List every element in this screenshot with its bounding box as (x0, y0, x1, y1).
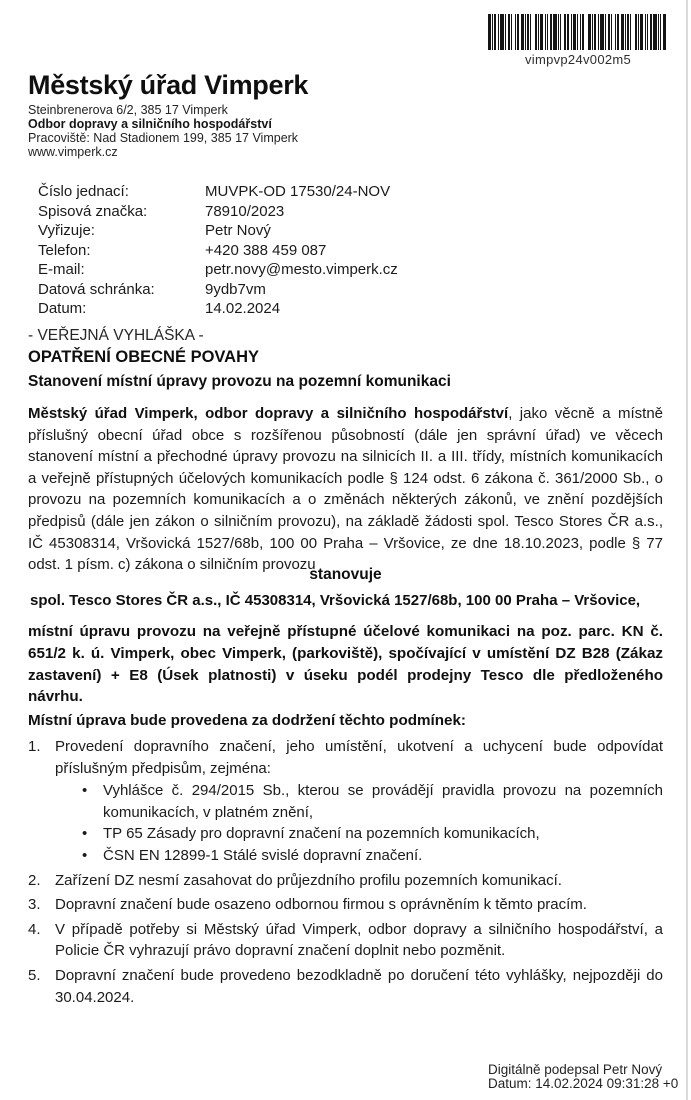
intro-paragraph (28, 403, 663, 576)
condition-number: 1. (28, 738, 41, 755)
meta-row (38, 241, 398, 261)
document-type-heading: OPATŘENÍ OBECNÉ POVAHY (28, 348, 260, 366)
condition-item (28, 870, 663, 892)
meta-value: 14.02.2024 (205, 300, 281, 317)
meta-value: Petr Nový (205, 222, 271, 239)
org-department: Odbor dopravy a silničního hospodářství (28, 117, 272, 131)
verdict-word: stanovuje (309, 566, 382, 583)
condition-number: 5. (28, 966, 41, 984)
org-workplace: Pracoviště: Nad Stadionem 199, 385 17 Vimperk (28, 131, 299, 145)
condition-bullets (82, 780, 663, 866)
meta-row (38, 202, 398, 222)
bullet-item (82, 845, 663, 867)
condition-number: 4. (28, 920, 41, 938)
meta-label: Telefon: (38, 241, 91, 259)
letterhead (28, 72, 308, 159)
intro-rest-text: , jako věcně a místně příslušný obecní úřad obce s rozšířenou působností (dále jen správní úřad) ve věcech stanovení místní a přechodné úpravy provozu na silnicích II. a III. třídy, místních komunikacích a veřejně přístupných účelových komunikacích podle § 124 odst. 6 zákona č. 361/2000 Sb., o provozu na pozemních komunikacích a o změnách některých zákonů, ve znění pozdějších předpisů (dále jen zákon o silničním provozu), na základě žádosti spol. Tesco Stores ČR a.s., IČ 45308314, Vršovická 1527/68b, 100 00 Praha – Vršovice, ze dne 18.10.2023, podle § 77 odst. 1 písm. c) zákona o silničním provozu (28, 405, 663, 574)
page-edge-line (686, 0, 688, 1100)
meta-row (38, 260, 398, 280)
meta-label: Spisová značka: (38, 202, 148, 220)
conditions-list (28, 736, 663, 1011)
condition-body (55, 894, 663, 916)
conditions-heading: Místní úprava bude provedena za dodržení těchto podmínek: (28, 712, 466, 729)
meta-label: Datum: (38, 300, 87, 317)
condition-number: 3. (28, 896, 41, 914)
condition-item (28, 965, 663, 1008)
barcode-icon (488, 14, 666, 50)
meta-row (38, 182, 398, 202)
condition-item (28, 894, 663, 916)
bullet-marker-icon: • (82, 782, 88, 800)
condition-number: 2. (28, 871, 41, 889)
meta-block (38, 182, 398, 319)
bullet-item (82, 780, 663, 823)
bullet-item (82, 823, 663, 845)
condition-body (55, 965, 663, 1008)
condition-text: Dopravní značení bude provedeno bezodkladně po doručení této vyhlášky, nejpozději do 30.04.2024. (55, 966, 663, 1006)
addressee-line: spol. Tesco Stores ČR a.s., IČ 45308314, Vršovická 1527/68b, 100 00 Praha – Vršovice, (30, 592, 641, 609)
intro-bold-text: Městský úřad Vimperk, odbor dopravy a silničního hospodářství (28, 405, 509, 422)
condition-text: V případě potřeby si Městský úřad Vimperk, odbor dopravy a silničního hospodářství, a Policie ČR vyhrazují právo dopravní značení doplnit nebo pozměnit. (55, 920, 663, 960)
meta-label: Datová schránka: (38, 280, 155, 298)
condition-body (55, 736, 663, 867)
condition-text: Dopravní značení bude osazeno odbornou firmou s oprávněním k těmto pracím. (55, 896, 587, 914)
decision-paragraph: místní úpravu provozu na veřejně přístupné účelové komunikaci na poz. parc. KN č. 651/2 k. ú. Vimperk, obec Vimperk, (parkoviště), spočívající v umístění DZ B28 (Zákaz zastavení) + E8 (Úsek platnosti) v úseku podél prodejny Tesco dle předloženého návrhu. (28, 623, 663, 706)
bullet-marker-icon: • (82, 846, 88, 864)
meta-row (38, 221, 398, 241)
meta-value: +420 388 459 087 (205, 241, 327, 259)
org-website: www.vimperk.cz (28, 145, 118, 159)
meta-label: Číslo jednací: (38, 183, 129, 200)
bullet-marker-icon: • (82, 825, 88, 843)
meta-value: petr.novy@mesto.vimperk.cz (205, 261, 398, 278)
condition-body (55, 870, 663, 892)
condition-text: Zařízení DZ nesmí zasahovat do průjezdního profilu pozemních komunikací. (55, 871, 562, 889)
bullet-text: ČSN EN 12899-1 Stálé svislé dopravní značení. (103, 846, 423, 864)
meta-row (38, 299, 398, 319)
meta-value: MUVPK-OD 17530/24-NOV (205, 183, 391, 200)
digital-signature-block (488, 1063, 678, 1092)
barcode-block (488, 14, 668, 67)
condition-item (28, 919, 663, 962)
signature-line2: Datum: 14.02.2024 09:31:28 +0 (488, 1076, 679, 1092)
signature-line1: Digitálně podepsal Petr Nový (488, 1062, 663, 1077)
bullet-text: Vyhlášce č. 294/2015 Sb., kterou se provádějí pravidla provozu na pozemních komunikacích, v platném znění, (103, 782, 663, 821)
org-address: Steinbrenerova 6/2, 385 17 Vimperk (28, 103, 228, 117)
meta-label: E-mail: (38, 261, 85, 278)
meta-value: 9ydb7vm (205, 280, 266, 298)
meta-row (38, 280, 398, 300)
barcode-label: vimpvp24v002m5 (524, 52, 632, 67)
public-notice-heading: - VEŘEJNÁ VYHLÁŠKA - (28, 327, 204, 344)
meta-value: 78910/2023 (205, 202, 285, 220)
condition-text: Provedení dopravního značení, jeho umístění, ukotvení a uchycení bude odpovídat příslušným předpisům, zejména: (55, 738, 663, 777)
condition-item (28, 736, 663, 867)
meta-label: Vyřizuje: (38, 222, 95, 239)
condition-body (55, 919, 663, 962)
org-title: Městský úřad Vimperk (28, 70, 309, 100)
document-subtitle: Stanovení místní úpravy provozu na pozemní komunikaci (28, 373, 451, 390)
bullet-text: TP 65 Zásady pro dopravní značení na pozemních komunikacích, (103, 825, 540, 843)
